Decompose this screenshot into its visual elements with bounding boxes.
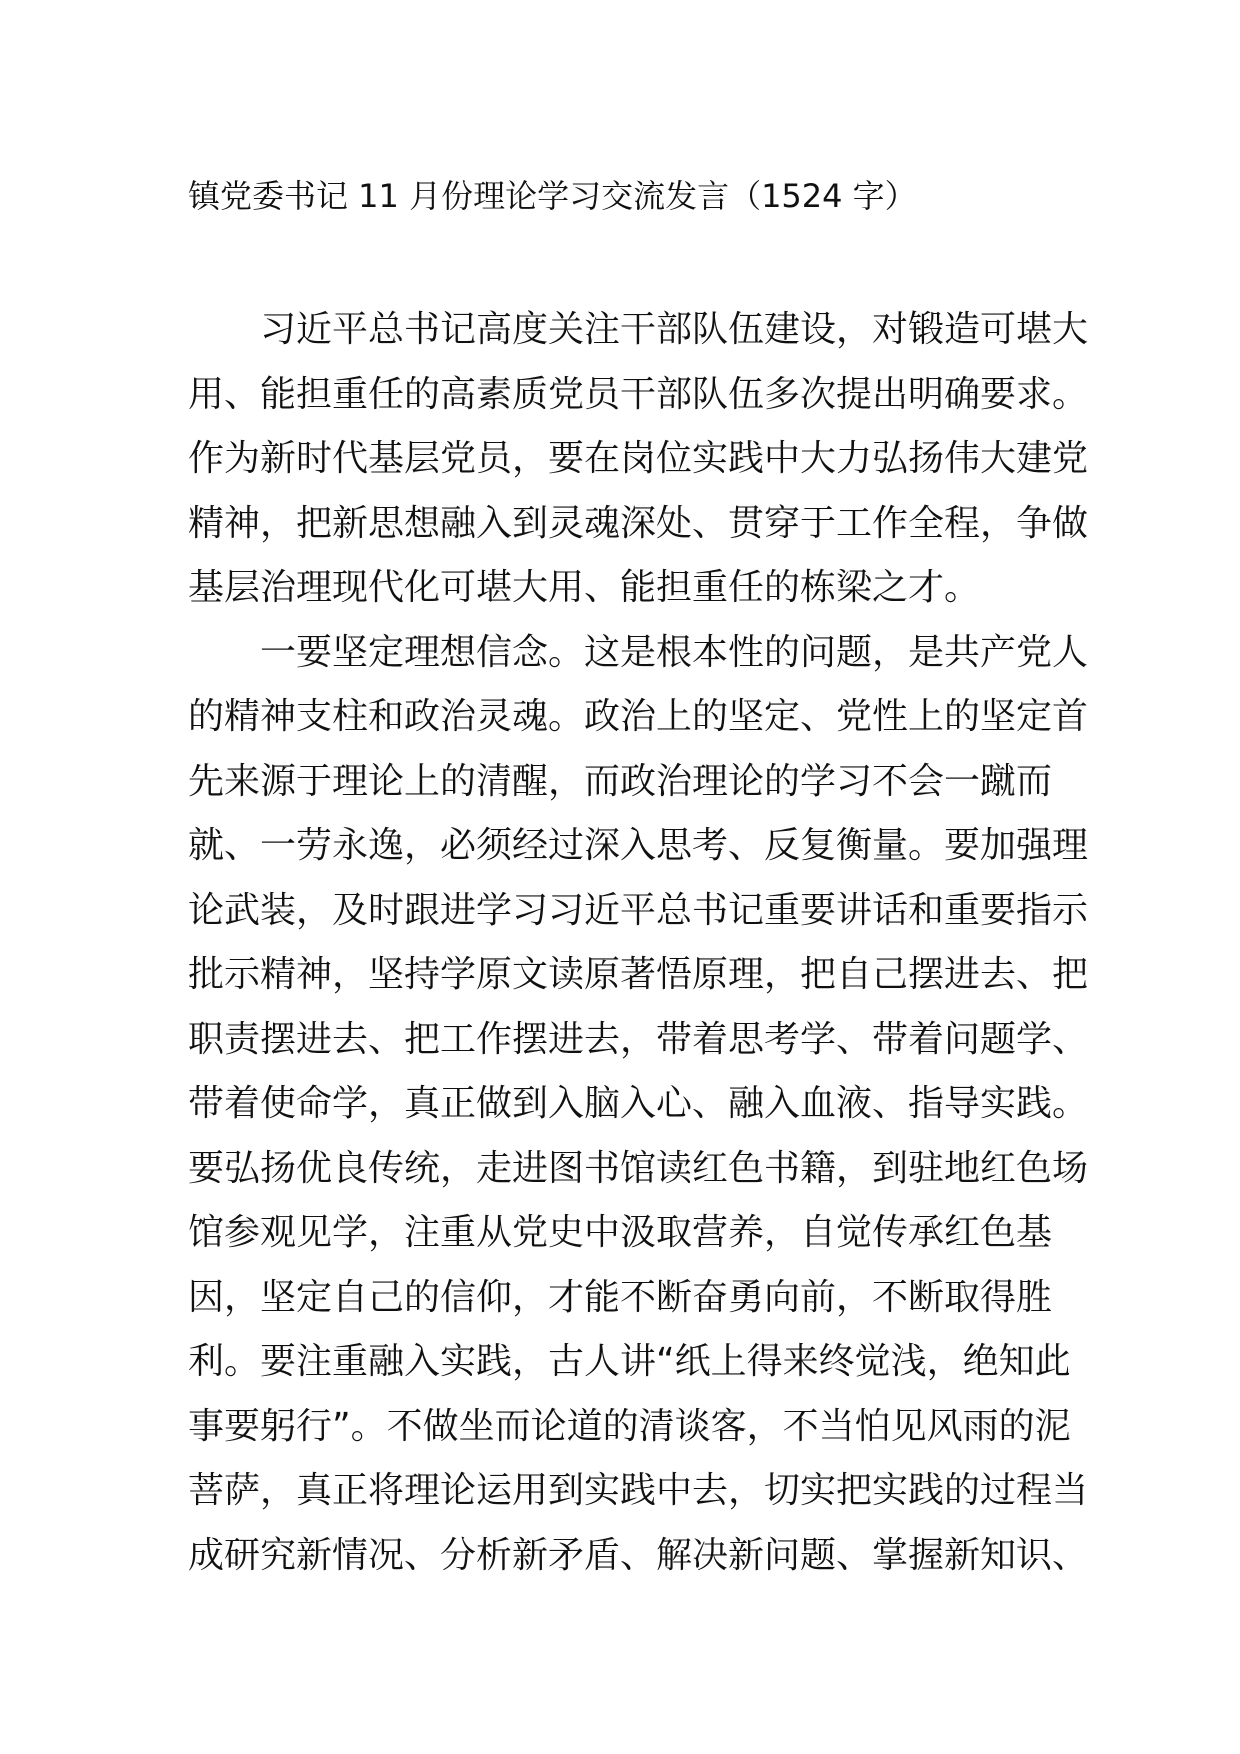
body-line: 馆参观见学，注重从党史中汲取营养，自觉传承红色基 xyxy=(188,1212,1053,1253)
body-line: 一要坚定理想信念。这是根本性的问题，是共产党人 xyxy=(260,631,1089,673)
body-line: 的精神支柱和政治灵魂。政治上的坚定、党性上的坚定首 xyxy=(188,696,1089,737)
body-line: 成研究新情况、分析新矛盾、解决新问题、掌握新知识、 xyxy=(188,1534,1089,1576)
body-line: 职责摆进去、把工作摆进去，带着思考学、带着问题学、 xyxy=(188,1018,1089,1060)
body-line: 要弘扬优良传统，走进图书馆读红色书籍，到驻地红色场 xyxy=(188,1147,1089,1189)
body-line: 菩萨，真正将理论运用到实践中去，切实把实践的过程当 xyxy=(188,1470,1089,1511)
body-line: 用、能担重任的高素质党员干部队伍多次提出明确要求。 xyxy=(188,373,1089,415)
body-line: 基层治理现代化可堪大用、能担重任的栋梁之才。 xyxy=(188,567,981,608)
document-title: 镇党委书记 11 月份理论学习交流发言（1524 字） xyxy=(188,177,917,215)
body-line: 就、一劳永逸，必须经过深入思考、反复衡量。要加强理 xyxy=(188,825,1089,866)
body-line: 因，坚定自己的信仰，才能不断奋勇向前，不断取得胜 xyxy=(188,1276,1053,1318)
body-line: 作为新时代基层党员，要在岗位实践中大力弘扬伟大建党 xyxy=(188,438,1089,479)
body-line: 利。要注重融入实践，古人讲“纸上得来终觉浅，绝知此 xyxy=(188,1341,1071,1382)
document-body xyxy=(188,298,1089,1588)
body-line: 论武装，及时跟进学习习近平总书记重要讲话和重要指示 xyxy=(188,889,1089,931)
body-line: 习近平总书记高度关注干部队伍建设，对锻造可堪大 xyxy=(260,309,1089,350)
body-line: 带着使命学，真正做到入脑入心、融入血液、指导实践。 xyxy=(188,1083,1089,1124)
body-line: 事要躬行”。不做坐而论道的清谈客，不当怕见风雨的泥 xyxy=(188,1405,1071,1447)
body-line: 先来源于理论上的清醒，而政治理论的学习不会一蹴而 xyxy=(188,760,1053,802)
body-line: 精神，把新思想融入到灵魂深处、贯穿于工作全程，争做 xyxy=(188,502,1089,544)
body-line: 批示精神，坚持学原文读原著悟原理，把自己摆进去、把 xyxy=(188,954,1089,995)
